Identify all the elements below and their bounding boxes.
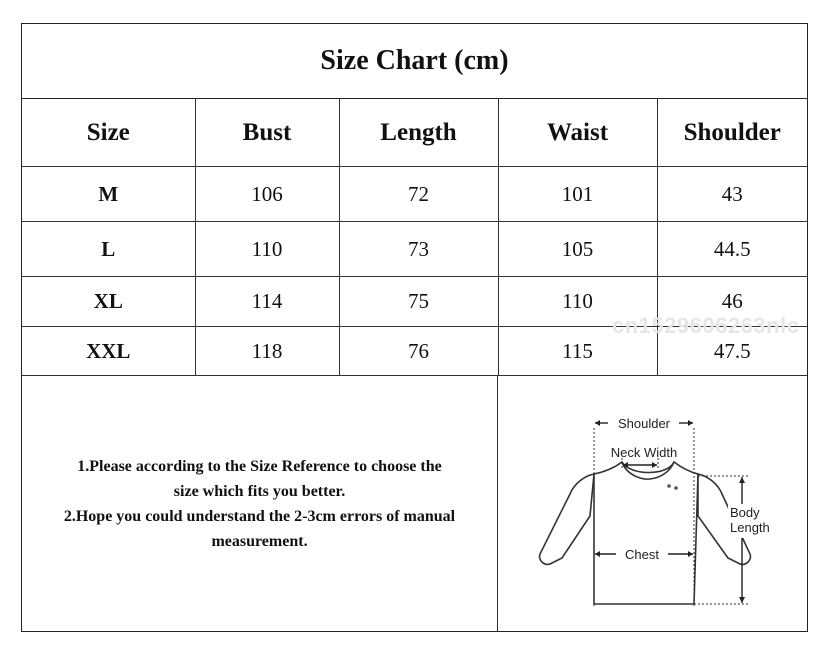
bust-cell: 118 <box>195 327 339 376</box>
table-header-row <box>22 99 807 167</box>
table-row <box>22 167 807 222</box>
body-length-label: Body <box>730 505 760 520</box>
bust-cell: 106 <box>195 167 339 222</box>
col-header-waist: Waist <box>498 99 657 167</box>
arrow-head <box>739 597 745 603</box>
button-dot <box>674 486 678 490</box>
bust-cell: 114 <box>195 277 339 327</box>
neck-width-label: Neck Width <box>610 445 678 460</box>
chart-title: Size Chart (cm) <box>22 24 807 99</box>
bust-cell: 110 <box>195 222 339 277</box>
note-line: 1.Please according to the Size Reference to choose the <box>77 457 442 475</box>
left-sleeve-shape <box>540 474 594 564</box>
length-cell: 72 <box>339 167 498 222</box>
arrow-head <box>688 420 693 426</box>
size-cell: M <box>22 167 195 222</box>
col-header-shoulder: Shoulder <box>657 99 807 167</box>
body-length-label: Length <box>730 520 770 535</box>
size-cell: XXL <box>22 327 195 376</box>
arrow-head <box>595 420 600 426</box>
note-line: 2.Hope you could understand the 2-3cm errors of manual <box>63 507 456 525</box>
length-cell: 73 <box>339 222 498 277</box>
table-row <box>22 222 807 277</box>
shirt-diagram <box>498 376 807 631</box>
col-header-size: Size <box>22 99 195 167</box>
waist-cell: 115 <box>498 327 657 376</box>
waist-cell: 105 <box>498 222 657 277</box>
size-cell: XL <box>22 277 195 327</box>
length-cell: 76 <box>339 327 498 376</box>
shoulder-cell: 47.5 <box>657 327 807 376</box>
shoulder-cell: 44.5 <box>657 222 807 277</box>
chest-label: Chest <box>625 547 659 562</box>
waist-cell: 110 <box>498 277 657 327</box>
size-cell: L <box>22 222 195 277</box>
collar-shape <box>622 462 674 473</box>
shoulder-label: Shoulder <box>617 416 671 431</box>
info-section <box>22 376 807 631</box>
note-line: measurement. <box>211 532 308 550</box>
col-header-bust: Bust <box>195 99 339 167</box>
arrow-head <box>739 477 745 483</box>
length-cell: 75 <box>339 277 498 327</box>
shirt-body-shape <box>594 462 698 604</box>
shoulder-cell: 43 <box>657 167 807 222</box>
shoulder-cell: 46 <box>657 277 807 327</box>
watermark-text: cn1529606263nlc <box>612 313 800 338</box>
notes-panel <box>22 376 498 631</box>
measurement-diagram <box>498 376 807 631</box>
waist-cell: 101 <box>498 167 657 222</box>
col-header-length: Length <box>339 99 498 167</box>
button-dot <box>667 484 671 488</box>
note-line: size which fits you better. <box>173 482 346 500</box>
arrow-head <box>652 462 657 468</box>
